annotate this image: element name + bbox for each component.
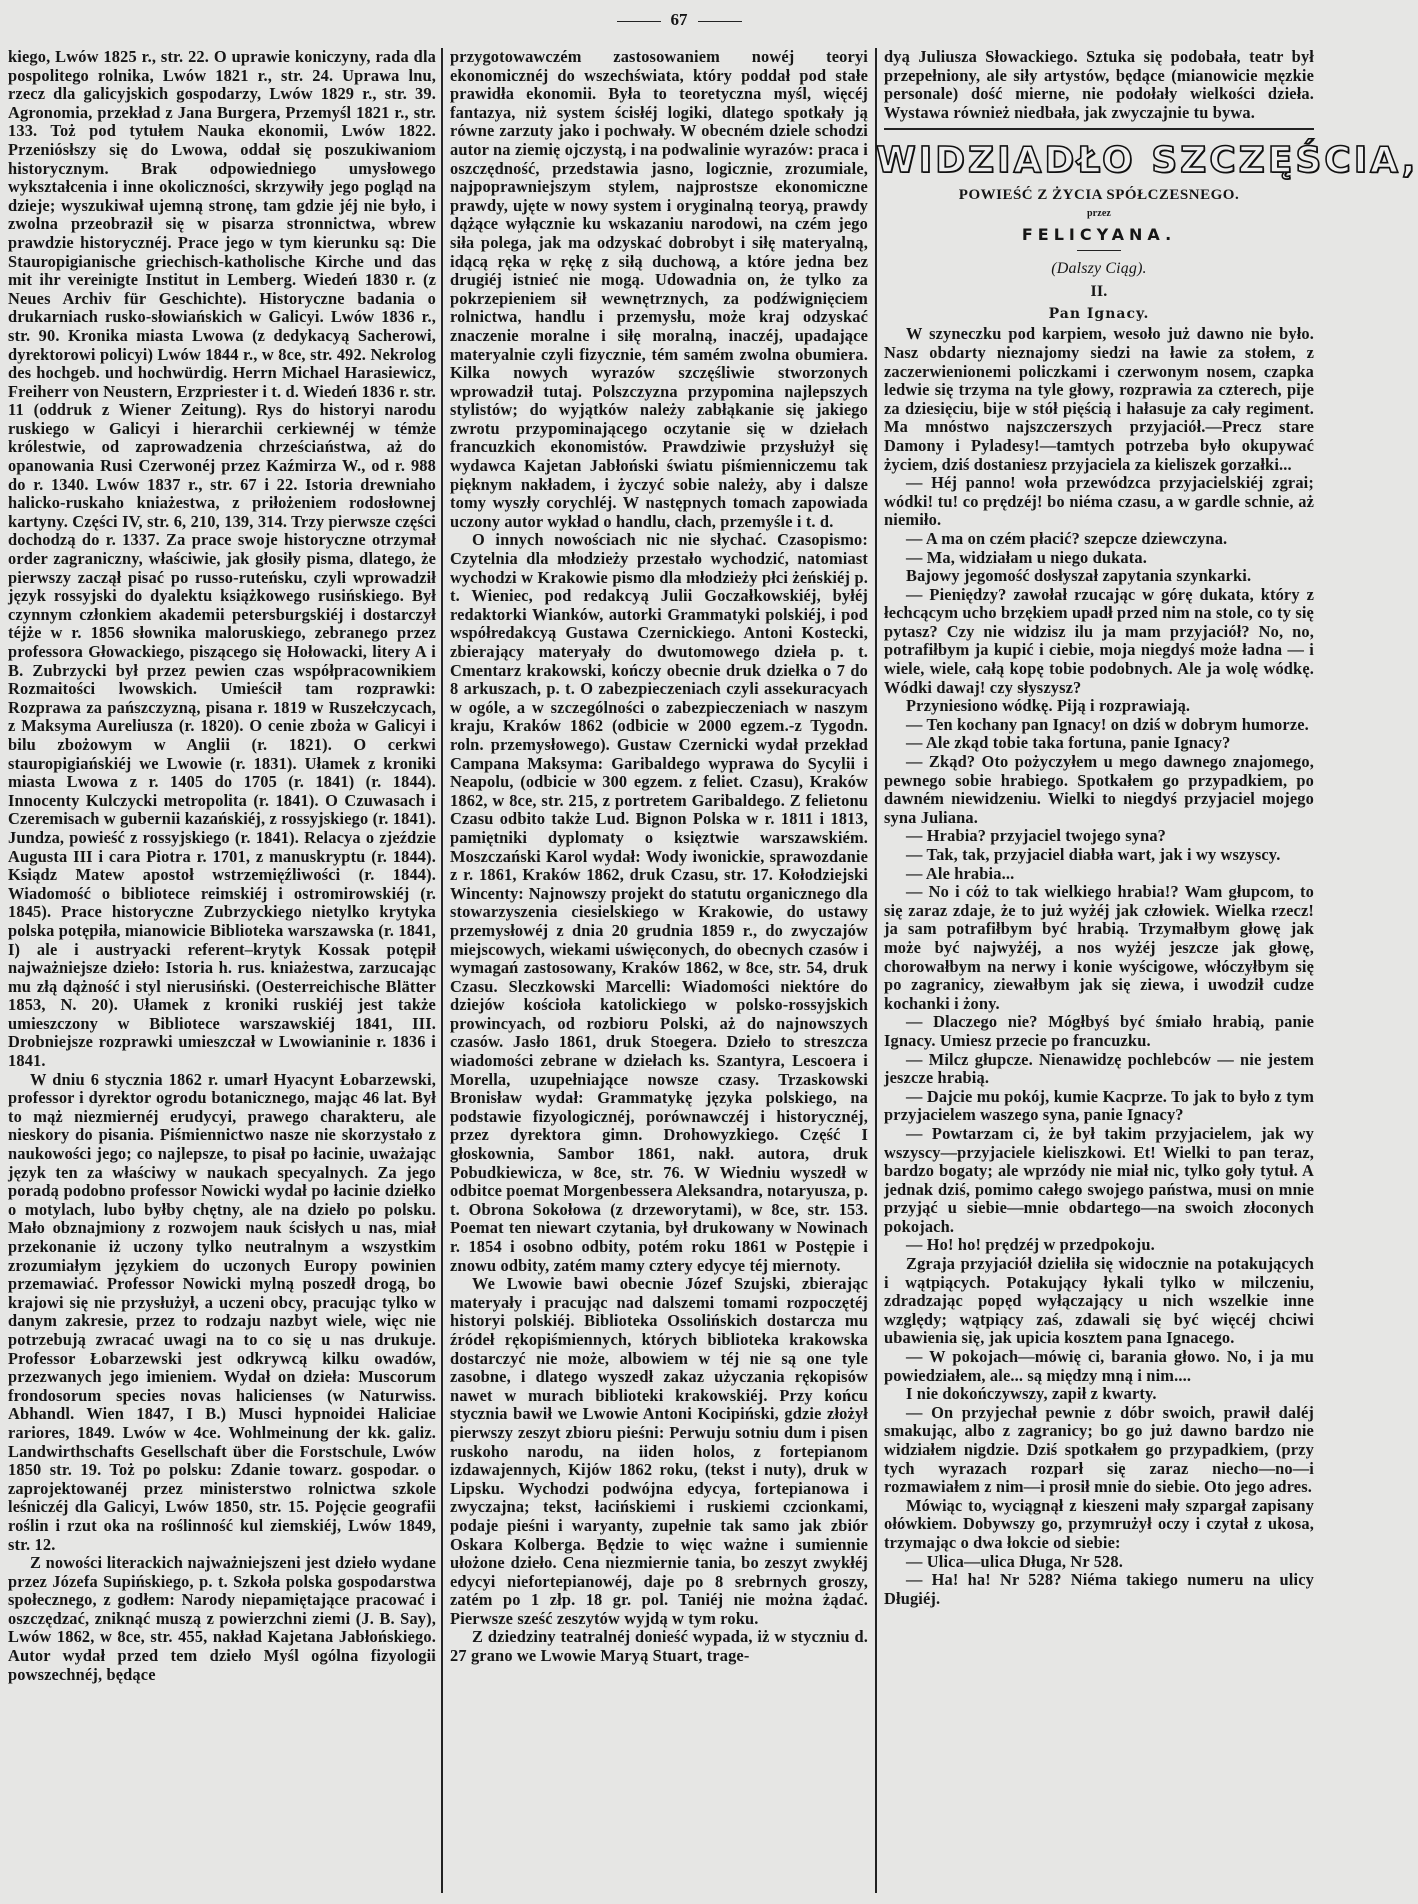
story-paragraph: I nie dokończywszy, zapił z kwarty. <box>906 1384 1157 1404</box>
story-paragraph: Przyniesiono wódkę. Piją i rozprawiają. <box>906 696 1191 716</box>
story-paragraph: — Héj panno! woła przewódzca przyjacielskiéj zgrai; wódki! tu! co prędzéj! bo niéma czasu, a w gardle schnie, aż niemiło. <box>884 473 1314 530</box>
author-name: FELICYANA. <box>1021 225 1177 245</box>
feuilleton-subtitle: POWIEŚĆ Z ŻYCIA SPÓŁCZESNEGO. <box>958 187 1240 204</box>
continued-note: (Dalszy Ciąg). <box>1051 260 1147 278</box>
paragraph: kiego, Lwów 1825 r., str. 22. O uprawie koniczyny, rada dla pospolitego rolnika, Lwów 1821 r., str. 24. Uprawa lnu, rzecz dla galicyjskich gospodarzy, Lwów 1829 r., str. 39. Agronomia, przekład z Jana Burgera, Przemyśl 1821 r., str. 133. Toż pod tytułem Nauka ekonomii, Lwów 1822. Przeniósłszy się do Lwowa, oddał się poszukiwaniom historycznym. Brak odpowiedniego umysłowego wykształcenia i inne okoliczności, skrzywiły jego pogląd na dzieje; wyszukiwał ujemną stronę, tam gdzie jéj nie było, i zwolna przeobraził się w pisarza stronnictwa, wbrew prawdzie historycznéj. Prace jego w tym kierunku są: Die Stauropigianische griechisch-katholische Kirche und das mit ihr vereinigte Institut in Lemberg. Wiedeń 1830 r. (z Neues Archiv für Geschichte). Historyczne badania o drukarniach rusko-słowiańskich w Galicyi. Lwów 1836 r., str. 90. Kronika miasta Lwowa (z dedykacyą Sacherowi, dyrektorowi policyi) Lwów 1844 r., w 8ce, str. 492. Nekrolog des hochgeb. und hochwürdig. Herrn Michael Harasiewicz, Freiherr von Neustern, Erzpriester i t. d. Wiedeń 1836 r. str. 11 (oddruk z Wiener Zeitung). Rys do historyi narodu ruskiego w Galicyi i hierarchii cerkiewnéj w témże królestwie, od zaprowadzenia chrześciaństwa, aż do opanowania Rusi Czerwonéj przez Kaźmirza W., od r. 988 do r. 1340. Lwów 1837 r., str. 67 i 22. Istoria drewniaho halicko-ruskaho kniażestwa, z priłożeniem rodosłownej kartyny. Części IV, str. 6, 210, 139, 314. Trzy pierwsze części dochodzą do r. 1337. Za prace swoje historyczne otrzymał order zagraniczny, właściwie, jak głosiły pisma, dlatego, że pierwszy zaczął pisać po russo-ruteńsku, czyli wprowadził język rossyjski do dyalektu książkowego rusińskiego. Był czynnym członkiem akademii petersburgskiéj i dostarczył téjże w r. 1856 słownika maloruskiego, zebranego przez professora Głowackiego, piszącego się Hołowacki, litery A i B. Zubrzycki był przez pewien czas współpracownikiem Rozmaitości lwowskich. Umieścił tam rozprawki: Rozprawa za pańszczyzną, pisana r. 1819 w Ruszełczycach, z Maksyma Aureliusza (r. 1820). O cenie zboża w Galicyi i bilu zbożowym w Anglii (r. 1821). O cerkwi stauropigiańskiéj we Lwowie (r. 1831). Ułamek z kroniki miasta Lwowa z r. 1405 do 1705 (r. 1841) (r. 1844). Innocenty Kulczycki metropolita (r. 1841). O Czuwasach i Czeremisach w gubernii kazańskiéj, z rossyjskiego (r. 1841). Jundza, powieść z rossyjskiego (r. 1841). Relacya o zjeździe Augusta III i cara Piotra r. 1701, z manuskryptu (r. 1844). Ksiądz Matew apostoł wstrzemięźliwości (r. 1844). Wiadomość o bibliotece reimskiéj i ostromirowskiéj (r. 1845). Prace historyczne Zubrzyckiego nietylko krytyka polska potępiła, mianowicie Biblioteka warszawska (r. 1841, I) ale i austryacki referent–krytyk Kossak potępił najważniejsze dzieło: Istoria h. rus. kniażestwa, zarzucając mu złą dążność i styl nierusiński. (Oesterreichische Blätter 1853, N. 20). Ułamek z kroniki ruskiéj jest także umieszczony w Bibliotece warszawskiéj 1841, III. Drobniejsze rozprawki umieszczał w Lwowianinie r. 1836 i 1841. <box>8 47 436 1071</box>
page-number-text: 67 <box>670 10 688 29</box>
story-paragraph: Bajowy jegomość dosłyszał zapytania szynkarki. <box>906 566 1252 586</box>
column-divider <box>875 48 877 1893</box>
story-paragraph: — Ho! ho! prędzéj w przedpokoju. <box>906 1235 1155 1255</box>
dash-right <box>698 21 742 22</box>
column-1 <box>8 48 436 1896</box>
story-paragraph: — W pokojach—mówię ci, barania głowo. No, i ja mu powiedziałem, ale... są między mną i nim.... <box>884 1347 1314 1385</box>
chapter-title: Pan Ignacy. <box>1048 306 1150 323</box>
story-paragraph: — Tak, tak, przyjaciel diabła wart, jak i wy wszyscy. <box>906 845 1281 864</box>
story-body <box>884 325 1314 1608</box>
column-3 <box>876 47 1418 1896</box>
story-paragraph: — Ha! ha! Nr 528? Niéma takiego numeru na ulicy Długiéj. <box>884 1570 1314 1608</box>
story-paragraph: — Ale zkąd tobie taka fortuna, panie Ignacy? <box>906 733 1231 753</box>
story-paragraph: W szyneczku pod karpiem, wesoło już dawno nie było. Nasz obdarty nieznajomy siedzi na ławie za stołem, z zaczerwienionemi policzkami i czerwonym nosem, czapka ledwie się trzyma na tyle głowy, rozprawia za czterech, pije za dziesięciu, bije w stół pięścią i hałasuje za cały regiment. Ma mnóstwo najszczerszych przyjaciół.—Precz stare Damony i Pyladesy!—tamtych potrzeba było okupywać życiem, dziś dostaniesz przyjaciela za kieliszek gorzałki... <box>884 324 1314 474</box>
dash-left <box>617 21 661 22</box>
story-paragraph: Mówiąc to, wyciągnął z kieszeni mały szpargał zapisany ołówkiem. Dobywszy go, przymrużył oczy i czytał z ukosa, trzymając o dwa łokcie od siebie: <box>884 1495 1314 1552</box>
paragraph: O innych nowościach nic nie słychać. Czasopismo: Czytelnia dla młodzieży przestało wychodzić, natomiast wychodzi w Krakowie pismo dla młodzieży płci żeńskiéj p. t. Wieniec, pod redakcyą Julii Goczałkowskiéj, byłéj redaktorki Wianków, autorki Grammatyki polskiéj, i pod współredakcyą Gustawa Czernickiego. Antoni Kostecki, zbierający materyały do dwutomowego dzieła p. t. Cmentarz krakowski, kończy obecnie druk dziełka o 7 do 8 arkuszach, p. t. O zabezpieczeniach czyli assekuracyach w ogóle, a w szczególności o zabezpieczeniach w naszym kraju, Kraków 1862 (odbicie w 2000 egzem.-z Tygodn. roln. przemysłowego). Gustaw Czernicki wydał przekład Campana Maksyma: Garibaldego wyprawa do Sycylii i Neapolu, (odbicie w 300 egzem. z feliet. Czasu), Kraków 1862, w 8ce, str. 215, z portretem Garibaldego. Z felietonu Czasu odbito także Lud. Bignon Polska w r. 1811 i 1813, pamiętniki dyplomaty o księztwie warszawskiém. Moszczański Karol wydał: Wody iwonickie, sprawozdanie z r. 1861, Kraków 1862, druk Czasu, str. 17. Kołodziejski Wincenty: Najnowszy projekt do statutu organicznego dla stowarzyszenia ciesielskiego w Krakowie, do ustawy przemysłowéj z dnia 20 grudnia 1859 r., do zwyczajów miejscowych, wiekami uświęconych, do obecnych czasów i wymagań zastosowany, Kraków 1862, w 8ce, str. 54, druk Czasu. Sleczkowski Marcelli: Wiadomości niektóre do dziejów kościoła katolickiego w polsko-rossyjskich prowincyach, od rozbioru Polski, aż do najnowszych czasów. Jasło 1861, druk Stoegera. Dzieło to streszcza wiadomości zebrane w dziełach ks. Szantyra, Lescoera i Morella, uzupełniające nowsze czasy. Trzaskowski Bronisław wydał: Grammatykę języka polskiego, na podstawie fizyologicznéj, porównawczéj i historycznéj, przez dyrektora gimn. Drohowyzkiego. Część I głoskownia, Sambor 1861, nakł. autora, druk Pobudkiewicza, w 8ce, str. 76. W Wiedniu wyszedł w odbitce poemat Morgenbessera Aleksandra, notaryusza, p. t. Obrona Sokołowa (z drzeworytami), w 8ce, str. 153. Poemat ten niewart czytania, był drukowany w Nowinach r. 1854 i osobno odbity, potém roku 1861 w Postępie i znowu odbity, zatém mamy cztery edycye téj miernoty. <box>450 530 868 1275</box>
paragraph: W dniu 6 stycznia 1862 r. umarł Hyacynt Łobarzewski, professor i dyrektor ogrodu botanicznego, mając 46 lat. Był to mąż niezmiernéj erudycyi, prawego charakteru, ale nieskory do pisania. Piśmiennictwo nasze nie skorzystało z naukowości jego; co najlepsze, to pisał po łacinie, uważając język ten za właściwy w naukach specyalnych. Za jego poradą podobno professor Nowicki wydał po łacinie dziełko o motylach, lubo byłby chętny, ale na dzieło po polsku. Mało obznajmiony z rozwojem nauk ścisłych u nas, miał przekonanie iż uczony tylko neutralnym a wszystkim zrozumiałym językiem do uczonych Europy powinien przemawiać. Professor Nowicki mylną poszedł drogą, bo krajowi się nie przysłużył, a uczeni obcy, pracując tylko w danym zakresie, przez to rodzaju nazbyt wiele, więc nie potrzebują zwracać uwagi na to co się u nas drukuje. Professor Łobarzewski jest odkrywcą kilku owadów, przezwanych jego imieniem. Wydał on dzieła: Muscorum frondosorum species novas halicienses (w Naturwiss. Abhandl. Wien 1847, I B.) Musci hypnoidei Haliciae rariores, 1849. Lwów w 4ce. Wohlmeinung der kk. galiz. Landwirthschafts Gesellschaft über die Forstschule, Lwów 1850 str. 19. Toż po polsku: Zdanie towarz. gospodar. o zaprojektowanéj przez ministerstwo rolnictwa szkole leśniczéj dla Galicyi, Lwów 1850, str. 15. Pojęcie geografii roślin i rzut oka na roślinność kul ziemskiéj, Lwów 1849, str. 12. <box>8 1069 436 1554</box>
story-paragraph: — Ma, widziałam u niego dukata. <box>906 547 1147 567</box>
story-paragraph: — Powtarzam ci, że był takim przyjacielem, jak wy wszyscy—przyjaciele kieliszkowi. Et! Wielki to pan teraz, bardzo bogaty; ale wprzódy nie miał nic, tylko goły tytuł. A jednak dziś, pomimo całego swojego państwa, musi on mnie przyjąć u siebie—mnie obdartego—na swoich złoconych pokojach. <box>884 1123 1314 1236</box>
paragraph: We Lwowie bawi obecnie Józef Szujski, zbierając materyały i pracując nad dalszemi tomami rozpoczętéj historyi polskiéj. Biblioteka Ossolińskich dostarcza mu źródeł rękopiśmiennych, których biblioteka krakowska dostarczyć nie może, albowiem w téj nie są one tyle zasobne, i dlatego wyszedł zakaz użyczania rękopisów nawet w murach biblioteki krakowskiéj. Przy końcu stycznia bawił we Lwowie Antoni Kocipiński, gdzie złożył pierwszy zeszyt zbioru pieśni: Perwuju sotniu dum i pisen ruskoho narodu, na iiden holos, z fortepianom izdawajennych, Kijów 1862 roku, (tekst i nuty), druk w Lipsku. Wychodzi podwójna edycya, fortepianowa i zwyczajna; tekst, łacińskiemi i ruskiemi czcionkami, podaje pieśni i waryanty, zupełnie tak samo jak zbiór Oskara Kolberga. Będzie to więc ważne i sumiennie ułożone dzieło. Cena niezmiernie tania, bo zeszyt zwykłéj edycyi niefortepianowéj, daje po 8 srebrnych groszy, zatém po 1 złp. 18 gr. pol. Taniéj nie można żądać. Pierwsze sześć zeszytów wyjdą w tym roku. <box>450 1274 868 1628</box>
story-paragraph: — Dlaczego nie? Mógłbyś być śmiało hrabią, panie Ignacy. Umiesz przecie po francuzku. <box>884 1012 1314 1050</box>
story-paragraph: — Pieniędzy? zawołał rzucając w górę dukata, który z łechcącym ucho brzękiem upadł przed nim na stole, co ty się pytasz? Czy nie widzisz ilu ja mam przyjaciół? No, no, potrafiłbym ja kupić i ciebie, moja niegdyś może ładna — i wiele, wiele, całą kopę tobie podobnych. Ale ja wolę wódkę. Wódki dawaj! czy słyszysz? <box>884 584 1314 697</box>
column-2 <box>450 48 868 1896</box>
story-paragraph: — On przyjechał pewnie z dóbr swoich, prawił daléj smakując, albo z zagranicy; bo go już dawno bardzo nie widziałem nigdzie. Dziś spotkałem go przypadkiem, (przy tych wyrazach rozparł się zaraz niecho—no—i rozmawiałem z nim—i prosił mnie do siebie. Oto jego adres. <box>884 1402 1314 1497</box>
paragraph: Z dziedziny teatralnéj donieść wypada, iż w styczniu d. 27 grano we Lwowie Maryą Stuart, trage- <box>450 1627 868 1666</box>
story-paragraph: — Dajcie mu pokój, kumie Kacprze. To jak to było z tym przyjacielem waszego syna, panie Ignacy? <box>884 1086 1314 1125</box>
chapter-number: II. <box>1090 283 1108 301</box>
story-paragraph: — Ulica—ulica Długa, Nr 528. <box>906 1551 1123 1571</box>
story-paragraph: — No i cóż to tak wielkiego hrabia!? Wam głupcom, to się zaraz zdaje, że to już wyżéj jak człowiek. Wielka rzecz! ja sam potrafiłbym być hrabią. Trzymałbym głowę jak może być najwyżéj, a nos wyżéj jeszcze jak głowę, chorowałbym na nerwy i konie wyścigowe, włóczyłbym się po zagranicy, ziewałbym jak się ziewa, i uwodził cudze kochanki i żony. <box>884 882 1314 1013</box>
byline-label: przez <box>1086 208 1112 220</box>
paragraph: przygotowawczém zastosowaniem nowéj teoryi ekonomicznéj do wszechświata, który poddał pod stałe prawidła ekonomii. Była to teoretyczna myśl, więcéj fantazya, niż system ścisłéj logiki, dlatego spotkały ją równe zarzuty jako i pochwały. W obecném dziele schodzi autor na ziemię ojczystą, i na podwalinie wyrazów: praca i oszczędność, przedstawia jasno, logicznie, zrozumiale, najpoprawniejszym stylem, najprostsze ekonomiczne prawdy, ujęte w nowy system i oryginalną teoryą, prawdy dążące wyłącznie ku wskazaniu narodowi, na czém jego siła polega, jak ma odzyskać dobrobyt i siłę materyalną, idącą ręka w rękę z siłą duchową, a które jedna bez drugiéj istnieć nie mogą. Udowadnia on, że tylko za pokrzepieniem sił wewnętrznych, za podźwignięciem rolnictwa, handlu i przemysłu, może kraj odzyskać znaczenie moralne i siłę moralną, inaczéj, upadające materyalnie czyli fizycznie, tém samém zwolna obumiera. Kilka nowych wyrazów szczęśliwie stworzonych wprowadził tutaj. Polszczyzna przypomina najlepszych stylistów; do wyjątków należy zabłąkanie się jakiego zwrotu przypominającego oczytanie się w dziełach francuzkich ekonomistów. Prawdziwie przysłużył się wydawca Kajetan Jabłoński światu piśmienniczemu tak pięknym nakładem, i życzyć sobie należy, aby i dalsze tomy wyszły corychléj. W następnych tomach zapowiada uczony autor wykład o handlu, cłach, przemyśle i t. d. <box>450 47 868 531</box>
story-paragraph: — Zkąd? Oto pożyczyłem u mego dawnego znajomego, pewnego sobie hrabiego. Spotkałem go przypadkiem, po dawném niewidzeniu. Wielki to niegdyś przyjaciel mojego syna Juliana. <box>884 752 1314 827</box>
story-paragraph: — Hrabia? przyjaciel twojego syna? <box>906 826 1167 846</box>
short-divider <box>1077 250 1121 251</box>
story-paragraph: — Milcz głupcze. Nienawidzę pochlebców — nie jestem jeszcze hrabią. <box>884 1049 1314 1088</box>
story-paragraph: — Ten kochany pan Ignacy! on dziś w dobrym humorze. <box>906 714 1309 734</box>
page-number <box>0 10 1358 30</box>
column-divider <box>441 48 443 1893</box>
story-paragraph: — A ma on czém płacić? szepcze dziewczyna. <box>906 528 1228 548</box>
paragraph: Z nowości literackich najważniejszeni jest dzieło wydane przez Józefa Supińskiego, p. t. Szkoła polska gospodarstwa społecznego, z godłem: Narody niepamiętające pracować i oszczędzać, zniknąć muszą z powierzchni ziemi (J. B. Say), Lwów 1862, w 8ce, str. 455, nakład Kajetana Jabłońskiego. Autor wydał przed tem dzieło Myśl ogólna fizyologii powszechnéj, będące <box>8 1553 436 1684</box>
section-divider <box>884 128 1314 130</box>
paragraph: dyą Juliusza Słowackiego. Sztuka się podobała, teatr był przepełniony, ale siły artystów, będące (mianowicie męzkie personale) dość mierne, nie podołały wielkości dzieła. Wystawa również niedbała, jak zwyczajnie tu bywa. <box>884 47 1314 122</box>
story-paragraph: Zgraja przyjaciół dzieliła się widocznie na potakujących i wątpiących. Potakujący łykali tylko w milczeniu, zdradzając popęd wyłączający u nich wszelkie inne względy; wątpiący zaś, zdawali się być więcéj chciwi ubawienia się, jak upicia kosztem pana Ignacego. <box>884 1254 1314 1348</box>
feuilleton-title: WIDZIADŁO SZCZĘŚCIA, <box>876 140 1418 182</box>
story-paragraph: — Ale hrabia... <box>906 863 1015 883</box>
